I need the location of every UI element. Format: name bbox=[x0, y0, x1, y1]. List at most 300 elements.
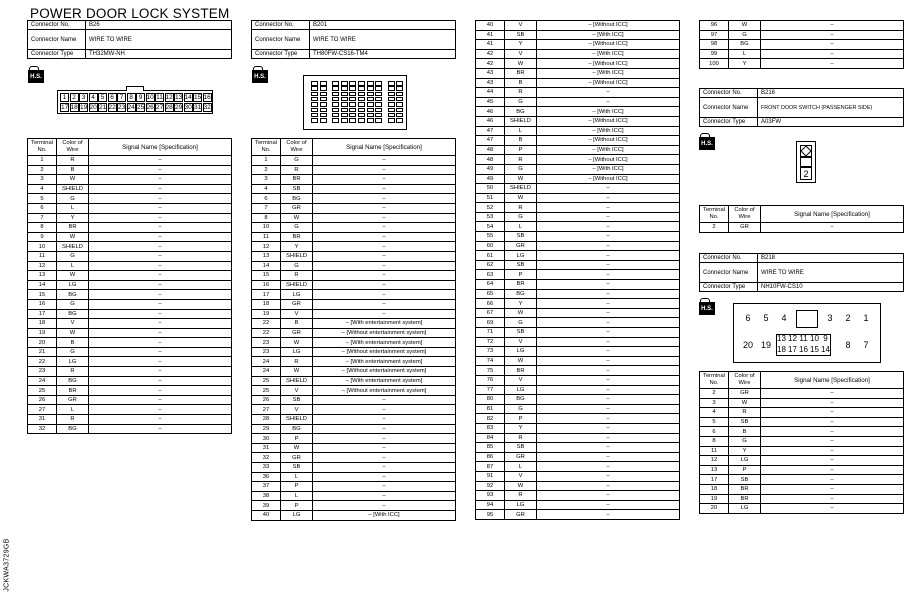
signal-name-cell: – bbox=[313, 472, 456, 482]
wire-color-cell: V bbox=[505, 471, 537, 481]
signal-name-cell: – bbox=[89, 424, 232, 434]
signal-name-cell: – bbox=[89, 319, 232, 329]
connector-pin-cell bbox=[332, 102, 339, 107]
wire-color-cell: LG bbox=[505, 251, 537, 261]
connector-pin: 12 bbox=[165, 94, 173, 101]
signal-name-cell: – [Without ICC] bbox=[537, 136, 680, 146]
connector-pin-cell bbox=[332, 113, 339, 118]
signal-name-cell: – bbox=[761, 417, 904, 427]
wire-color-cell: G bbox=[505, 97, 537, 107]
terminal-no-cell: 2 bbox=[700, 223, 729, 233]
table-row bbox=[252, 271, 456, 281]
table-row bbox=[252, 415, 456, 425]
table-row bbox=[476, 68, 680, 78]
wire-color-cell: R bbox=[505, 491, 537, 501]
wire-color-cell: SB bbox=[281, 463, 313, 473]
wire-color-cell: W bbox=[505, 308, 537, 318]
connector-pin-cell bbox=[388, 86, 395, 91]
table-row bbox=[476, 222, 680, 232]
wire-color-cell: G bbox=[505, 164, 537, 174]
wire-color-cell: W bbox=[281, 213, 313, 223]
wire-color-cell: V bbox=[57, 319, 89, 329]
signal-name-cell: – bbox=[537, 222, 680, 232]
table-row bbox=[28, 280, 232, 290]
table-row bbox=[28, 223, 232, 233]
table-row bbox=[28, 299, 232, 309]
terminal-no-cell: 11 bbox=[28, 251, 57, 261]
connector-pin: 5 bbox=[98, 93, 107, 102]
connector-pin: 13 bbox=[175, 94, 183, 101]
connector-pin: 9 bbox=[820, 334, 831, 345]
connector-pin-cell bbox=[396, 118, 403, 123]
wire-color-cell: LG bbox=[57, 357, 89, 367]
terminal-no-cell: 2 bbox=[252, 165, 281, 175]
wire-color-cell: L bbox=[57, 405, 89, 415]
connector-pin: 14 bbox=[184, 94, 192, 101]
connector-pin: 8 bbox=[127, 93, 136, 102]
connector-pin: 31 bbox=[194, 104, 202, 111]
connector-pin-cell bbox=[341, 86, 348, 91]
wire-color-cell: L bbox=[505, 462, 537, 472]
signal-name-cell: – [With ICC] bbox=[537, 145, 680, 155]
table-row bbox=[476, 452, 680, 462]
signal-name-cell: – bbox=[89, 328, 232, 338]
table-row bbox=[476, 21, 680, 31]
connector-pin: 32 bbox=[203, 104, 211, 111]
signal-name-cell: – [With ICC] bbox=[537, 164, 680, 174]
signal-name-cell: – [With ICC] bbox=[537, 126, 680, 136]
wire-color-cell: W bbox=[57, 271, 89, 281]
table-row bbox=[476, 155, 680, 165]
signal-name-cell: – [Without ICC] bbox=[537, 40, 680, 50]
connector-pin-cell bbox=[358, 97, 365, 102]
terminal-no-cell: 75 bbox=[476, 366, 505, 376]
signal-name-cell: – bbox=[761, 456, 904, 466]
terminal-no-cell: 94 bbox=[476, 500, 505, 510]
connector-pin-cell bbox=[320, 113, 327, 118]
table-row bbox=[252, 328, 456, 338]
signal-name-cell: – bbox=[537, 308, 680, 318]
terminal-no-cell: 25 bbox=[252, 376, 281, 386]
signal-name-cell: – bbox=[537, 414, 680, 424]
connector-pin-cell bbox=[358, 92, 365, 97]
hs-icon: H.S. bbox=[699, 133, 716, 151]
signal-name-cell: – bbox=[89, 386, 232, 396]
wire-color-cell: B bbox=[57, 338, 89, 348]
connector-face-b26 bbox=[57, 90, 213, 114]
terminal-table-b216: Terminal No. Color of Wire Signal Name [Specification] 2 GR – bbox=[699, 205, 904, 233]
terminal-no-cell: 20 bbox=[28, 338, 57, 348]
signal-name-cell: – bbox=[313, 194, 456, 204]
table-row bbox=[252, 405, 456, 415]
signal-name-cell: – bbox=[313, 175, 456, 185]
terminal-no-cell: 6 bbox=[252, 194, 281, 204]
wire-color-cell: R bbox=[281, 271, 313, 281]
terminal-no-cell: 22 bbox=[252, 328, 281, 338]
wire-color-cell: W bbox=[281, 367, 313, 377]
table-row bbox=[252, 338, 456, 348]
table-row bbox=[252, 491, 456, 501]
table-row bbox=[476, 433, 680, 443]
wire-color-cell: W bbox=[505, 193, 537, 203]
connector-pin-cell bbox=[367, 108, 374, 113]
table-row bbox=[252, 261, 456, 271]
terminal-no-cell: 3 bbox=[700, 398, 729, 408]
signal-name-cell: – bbox=[537, 510, 680, 520]
signal-name-cell: – bbox=[313, 415, 456, 425]
wire-color-cell: LG bbox=[281, 290, 313, 300]
signal-name-cell: – [Without ICC] bbox=[537, 21, 680, 31]
wire-color-cell: BG bbox=[729, 40, 761, 50]
connector-pin: 11 bbox=[799, 334, 808, 343]
terminal-no-cell: 7 bbox=[28, 213, 57, 223]
terminal-no-cell: 22 bbox=[28, 357, 57, 367]
terminal-no-cell: 44 bbox=[476, 88, 505, 98]
terminal-no-cell: 14 bbox=[28, 280, 57, 290]
connector-pin-cell bbox=[388, 113, 395, 118]
table-row bbox=[700, 504, 904, 514]
wire-color-cell: W bbox=[729, 21, 761, 31]
wire-color-cell: GR bbox=[505, 510, 537, 520]
connector-pin-cell bbox=[375, 81, 382, 86]
wire-color-cell: BG bbox=[505, 107, 537, 117]
connector-no-value: B26 bbox=[86, 21, 232, 30]
terminal-no-cell: 48 bbox=[476, 145, 505, 155]
terminal-no-cell: 12 bbox=[252, 242, 281, 252]
table-row bbox=[252, 443, 456, 453]
terminal-no-cell: 93 bbox=[476, 491, 505, 501]
table-row bbox=[700, 40, 904, 50]
table-row bbox=[252, 357, 456, 367]
wire-color-cell: BG bbox=[505, 395, 537, 405]
terminal-no-cell: 4 bbox=[252, 184, 281, 194]
connector-pin-cell bbox=[396, 113, 403, 118]
wire-color-cell: GR bbox=[505, 241, 537, 251]
signal-name-cell: – bbox=[761, 504, 904, 514]
wire-color-cell: V bbox=[505, 49, 537, 59]
table-row bbox=[252, 290, 456, 300]
connector-pin-cell bbox=[311, 102, 318, 107]
wire-color-cell: SB bbox=[281, 395, 313, 405]
connector-pin: 9 bbox=[136, 93, 145, 102]
terminal-no-cell: 15 bbox=[28, 290, 57, 300]
terminal-no-cell: 82 bbox=[476, 414, 505, 424]
connector-pin: 17 bbox=[61, 104, 69, 111]
signal-name-cell: – bbox=[89, 175, 232, 185]
table-row bbox=[476, 318, 680, 328]
connector-pin-cell bbox=[320, 108, 327, 113]
wire-color-cell: SHIELD bbox=[281, 415, 313, 425]
terminal-no-cell: 5 bbox=[28, 194, 57, 204]
signal-name-cell: – bbox=[537, 481, 680, 491]
terminal-no-cell: 5 bbox=[700, 417, 729, 427]
wire-color-cell: BR bbox=[729, 484, 761, 494]
wire-color-cell: GR bbox=[505, 452, 537, 462]
wire-color-cell: R bbox=[57, 415, 89, 425]
wire-color-cell: GR bbox=[281, 203, 313, 213]
terminal-no-cell: 11 bbox=[700, 446, 729, 456]
signal-name-cell: – bbox=[313, 482, 456, 492]
table-row bbox=[252, 223, 456, 233]
signal-name-cell: – [With ICC] bbox=[537, 68, 680, 78]
table-row bbox=[476, 251, 680, 261]
wire-color-cell: W bbox=[505, 481, 537, 491]
signal-name-cell: – bbox=[89, 242, 232, 252]
table-row bbox=[252, 463, 456, 473]
wire-color-cell: SB bbox=[505, 30, 537, 40]
signal-name-cell: – bbox=[761, 475, 904, 485]
hs-icon: H.S. bbox=[699, 298, 716, 316]
wire-color-cell: SB bbox=[729, 417, 761, 427]
terminal-no-cell: 24 bbox=[28, 376, 57, 386]
terminal-no-cell: 83 bbox=[476, 423, 505, 433]
terminal-no-cell: 27 bbox=[28, 405, 57, 415]
connector-pin-cell bbox=[341, 81, 348, 86]
terminal-table-b218: Terminal No. Color of Wire Signal Name [Specification] 2 GR – 3 W – 4 R – 5 SB – 6 B – 8 G – 11 Y – 12 LG – 13 P – 17 SB – 18 BR – 19 BR – 20 LG – bbox=[699, 371, 904, 514]
signal-name-cell: – [Without ICC] bbox=[537, 78, 680, 88]
table-row bbox=[476, 30, 680, 40]
table-row bbox=[700, 408, 904, 418]
connector-pin-cell bbox=[375, 102, 382, 107]
table-row bbox=[476, 232, 680, 242]
terminal-no-cell: 7 bbox=[252, 203, 281, 213]
table-row bbox=[700, 475, 904, 485]
wire-color-cell: BR bbox=[57, 223, 89, 233]
signal-name-cell: – bbox=[537, 356, 680, 366]
signal-name-cell: – [Without entertainment system] bbox=[313, 347, 456, 357]
signal-name-cell: – bbox=[313, 443, 456, 453]
table-row bbox=[28, 242, 232, 252]
figure-code: JCKWA3729GB bbox=[3, 538, 11, 592]
table-row bbox=[28, 395, 232, 405]
signal-name-cell: – bbox=[761, 408, 904, 418]
signal-name-cell: – bbox=[537, 423, 680, 433]
signal-name-cell: – bbox=[761, 389, 904, 399]
terminal-no-cell: 8 bbox=[252, 213, 281, 223]
terminal-no-cell: 69 bbox=[476, 318, 505, 328]
connector-pin-cell bbox=[332, 118, 339, 123]
connector-pin-cell bbox=[349, 97, 356, 102]
connector-pin-cell bbox=[388, 118, 395, 123]
table-row bbox=[476, 174, 680, 184]
wire-color-cell: BR bbox=[505, 68, 537, 78]
table-row bbox=[28, 156, 232, 166]
connector-type-value: TH32MW-NH bbox=[86, 50, 232, 59]
signal-name-cell: – bbox=[313, 405, 456, 415]
connector-pin-cell bbox=[349, 118, 356, 123]
signal-name-cell: – bbox=[537, 299, 680, 309]
wire-color-cell: R bbox=[729, 408, 761, 418]
wire-color-cell: BG bbox=[505, 289, 537, 299]
connector-pin: 16 bbox=[203, 94, 211, 101]
terminal-no-cell: 19 bbox=[28, 328, 57, 338]
wire-color-cell: B bbox=[281, 319, 313, 329]
connector-pin: 27 bbox=[156, 104, 164, 111]
connector-pin-cell bbox=[341, 97, 348, 102]
terminal-no-cell: 55 bbox=[476, 232, 505, 242]
signal-name-cell: – bbox=[313, 251, 456, 261]
table-row bbox=[700, 223, 904, 233]
terminal-no-cell: 27 bbox=[252, 405, 281, 415]
wire-color-cell: BR bbox=[505, 366, 537, 376]
table-row bbox=[700, 389, 904, 399]
terminal-no-cell: 3 bbox=[28, 175, 57, 185]
table-row bbox=[28, 251, 232, 261]
table-row bbox=[700, 436, 904, 446]
terminal-no-cell: 43 bbox=[476, 68, 505, 78]
terminal-no-cell: 72 bbox=[476, 337, 505, 347]
connector-pin-cell bbox=[358, 102, 365, 107]
table-row bbox=[252, 194, 456, 204]
table-row bbox=[28, 261, 232, 271]
signal-name-cell: – bbox=[89, 367, 232, 377]
wire-color-cell: G bbox=[505, 404, 537, 414]
signal-name-cell: – bbox=[89, 415, 232, 425]
connector-pin: 19 bbox=[758, 337, 774, 355]
wire-color-cell: W bbox=[505, 59, 537, 69]
wire-color-cell: V bbox=[505, 21, 537, 31]
wire-color-cell: Y bbox=[505, 299, 537, 309]
signal-name-cell: – bbox=[313, 280, 456, 290]
connector-pin: 19 bbox=[80, 104, 88, 111]
table-row bbox=[476, 500, 680, 510]
terminal-no-cell: 20 bbox=[700, 504, 729, 514]
wire-color-cell: L bbox=[729, 49, 761, 59]
signal-name-cell: – bbox=[313, 395, 456, 405]
wire-color-cell: W bbox=[57, 175, 89, 185]
signal-name-cell: – bbox=[537, 241, 680, 251]
signal-name-cell: – [With ICC] bbox=[537, 30, 680, 40]
terminal-no-cell: 16 bbox=[28, 299, 57, 309]
connector-pin-cell bbox=[349, 108, 356, 113]
table-row bbox=[252, 203, 456, 213]
wire-color-cell: BR bbox=[281, 232, 313, 242]
wire-color-cell: R bbox=[281, 165, 313, 175]
signal-name-cell: – bbox=[313, 424, 456, 434]
signal-name-cell: – bbox=[313, 453, 456, 463]
signal-name-cell: – bbox=[537, 471, 680, 481]
wire-color-cell: LG bbox=[57, 280, 89, 290]
connector-pin: 17 bbox=[788, 345, 797, 354]
terminal-no-cell: 32 bbox=[28, 424, 57, 434]
terminal-no-cell: 46 bbox=[476, 107, 505, 117]
table-row bbox=[476, 308, 680, 318]
wire-color-cell: G bbox=[281, 156, 313, 166]
terminal-no-cell: 39 bbox=[252, 501, 281, 511]
terminal-no-cell: 31 bbox=[252, 443, 281, 453]
terminal-no-cell: 53 bbox=[476, 212, 505, 222]
connector-face-b216 bbox=[796, 141, 816, 183]
terminal-no-cell: 23 bbox=[252, 338, 281, 348]
connector-face-b218 bbox=[733, 303, 881, 363]
wire-color-cell: SHIELD bbox=[57, 242, 89, 252]
connector-pin-cell bbox=[341, 108, 348, 113]
table-row bbox=[28, 203, 232, 213]
terminal-no-cell: 23 bbox=[252, 347, 281, 357]
signal-name-cell: – bbox=[89, 251, 232, 261]
signal-name-cell: – bbox=[313, 290, 456, 300]
wire-color-cell: W bbox=[505, 174, 537, 184]
signal-name-cell: – bbox=[89, 165, 232, 175]
table-row bbox=[28, 338, 232, 348]
connector-pin-cell bbox=[341, 102, 348, 107]
wire-color-cell: P bbox=[505, 414, 537, 424]
table-row bbox=[28, 319, 232, 329]
table-row bbox=[476, 78, 680, 88]
terminal-no-cell: 52 bbox=[476, 203, 505, 213]
terminal-no-cell: 12 bbox=[28, 261, 57, 271]
terminal-no-cell: 71 bbox=[476, 328, 505, 338]
connector-pin-cell bbox=[388, 108, 395, 113]
signal-name-cell: – bbox=[537, 375, 680, 385]
terminal-no-cell: 26 bbox=[28, 395, 57, 405]
wire-color-cell: LG bbox=[281, 347, 313, 357]
wire-color-cell: V bbox=[281, 309, 313, 319]
terminal-no-cell: 2 bbox=[700, 389, 729, 399]
connector-pin: 20 bbox=[740, 337, 756, 355]
terminal-no-cell: 17 bbox=[252, 290, 281, 300]
signal-name-cell: – bbox=[313, 299, 456, 309]
connector-pin-cell bbox=[375, 113, 382, 118]
table-row bbox=[28, 347, 232, 357]
table-row bbox=[252, 453, 456, 463]
signal-name-cell: – bbox=[89, 213, 232, 223]
signal-name-cell: – bbox=[89, 261, 232, 271]
connector-face-b201 bbox=[303, 75, 407, 130]
connector-pin-cell bbox=[311, 92, 318, 97]
terminal-no-cell: 77 bbox=[476, 385, 505, 395]
connector-pin-cell bbox=[332, 97, 339, 102]
wire-color-cell: Y bbox=[505, 40, 537, 50]
wire-color-cell: P bbox=[281, 434, 313, 444]
table-row bbox=[252, 376, 456, 386]
hs-icon: H.S. bbox=[28, 66, 45, 84]
table-row bbox=[28, 405, 232, 415]
wire-color-cell: G bbox=[281, 261, 313, 271]
signal-name-cell: – bbox=[761, 59, 904, 69]
signal-name-cell: – bbox=[89, 338, 232, 348]
connector-pin: 1 bbox=[60, 93, 69, 102]
connector-pin: 30 bbox=[184, 104, 192, 111]
connector-pin: 23 bbox=[118, 104, 126, 111]
signal-name-cell: – bbox=[313, 165, 456, 175]
terminal-no-cell: 10 bbox=[252, 223, 281, 233]
wire-color-cell: LG bbox=[505, 385, 537, 395]
terminal-no-cell: 11 bbox=[252, 232, 281, 242]
signal-name-cell: – bbox=[313, 232, 456, 242]
signal-name-cell: – [With ICC] bbox=[313, 510, 456, 520]
wire-color-cell: SB bbox=[505, 328, 537, 338]
terminal-no-cell: 22 bbox=[252, 319, 281, 329]
connector-pin: 6 bbox=[108, 93, 117, 102]
signal-name-cell: – bbox=[537, 203, 680, 213]
connector-pin-cell bbox=[396, 108, 403, 113]
connector-name-value: WIRE TO WIRE bbox=[758, 263, 904, 283]
connector-pin: 13 bbox=[777, 334, 786, 343]
table-row bbox=[476, 260, 680, 270]
signal-name-cell: – bbox=[313, 434, 456, 444]
terminal-no-cell: 32 bbox=[252, 453, 281, 463]
terminal-table-b26: Terminal No. Color of Wire Signal Name [Specification] 1 R – 2 B – 3 W – 4 SHIELD – 5 G – 6 L – 7 Y – 8 BR – 9 W – 10 SHIELD – 11 G – 12 L – 13 W – 14 LG – 15 BG – 16 G – 17 BG – 18 V – 19 W – 20 B – 21 G – 22 LG – 23 R – 24 BG – 25 BR – 26 GR – 27 L – 31 R – 32 BG – bbox=[27, 138, 232, 434]
wire-color-cell: W bbox=[281, 338, 313, 348]
table-row bbox=[700, 427, 904, 437]
connector-pin-cell bbox=[358, 81, 365, 86]
table-row bbox=[252, 395, 456, 405]
table-row bbox=[28, 328, 232, 338]
terminal-no-cell: 1 bbox=[252, 156, 281, 166]
connector-pin-cell bbox=[375, 92, 382, 97]
terminal-no-cell: 91 bbox=[476, 471, 505, 481]
